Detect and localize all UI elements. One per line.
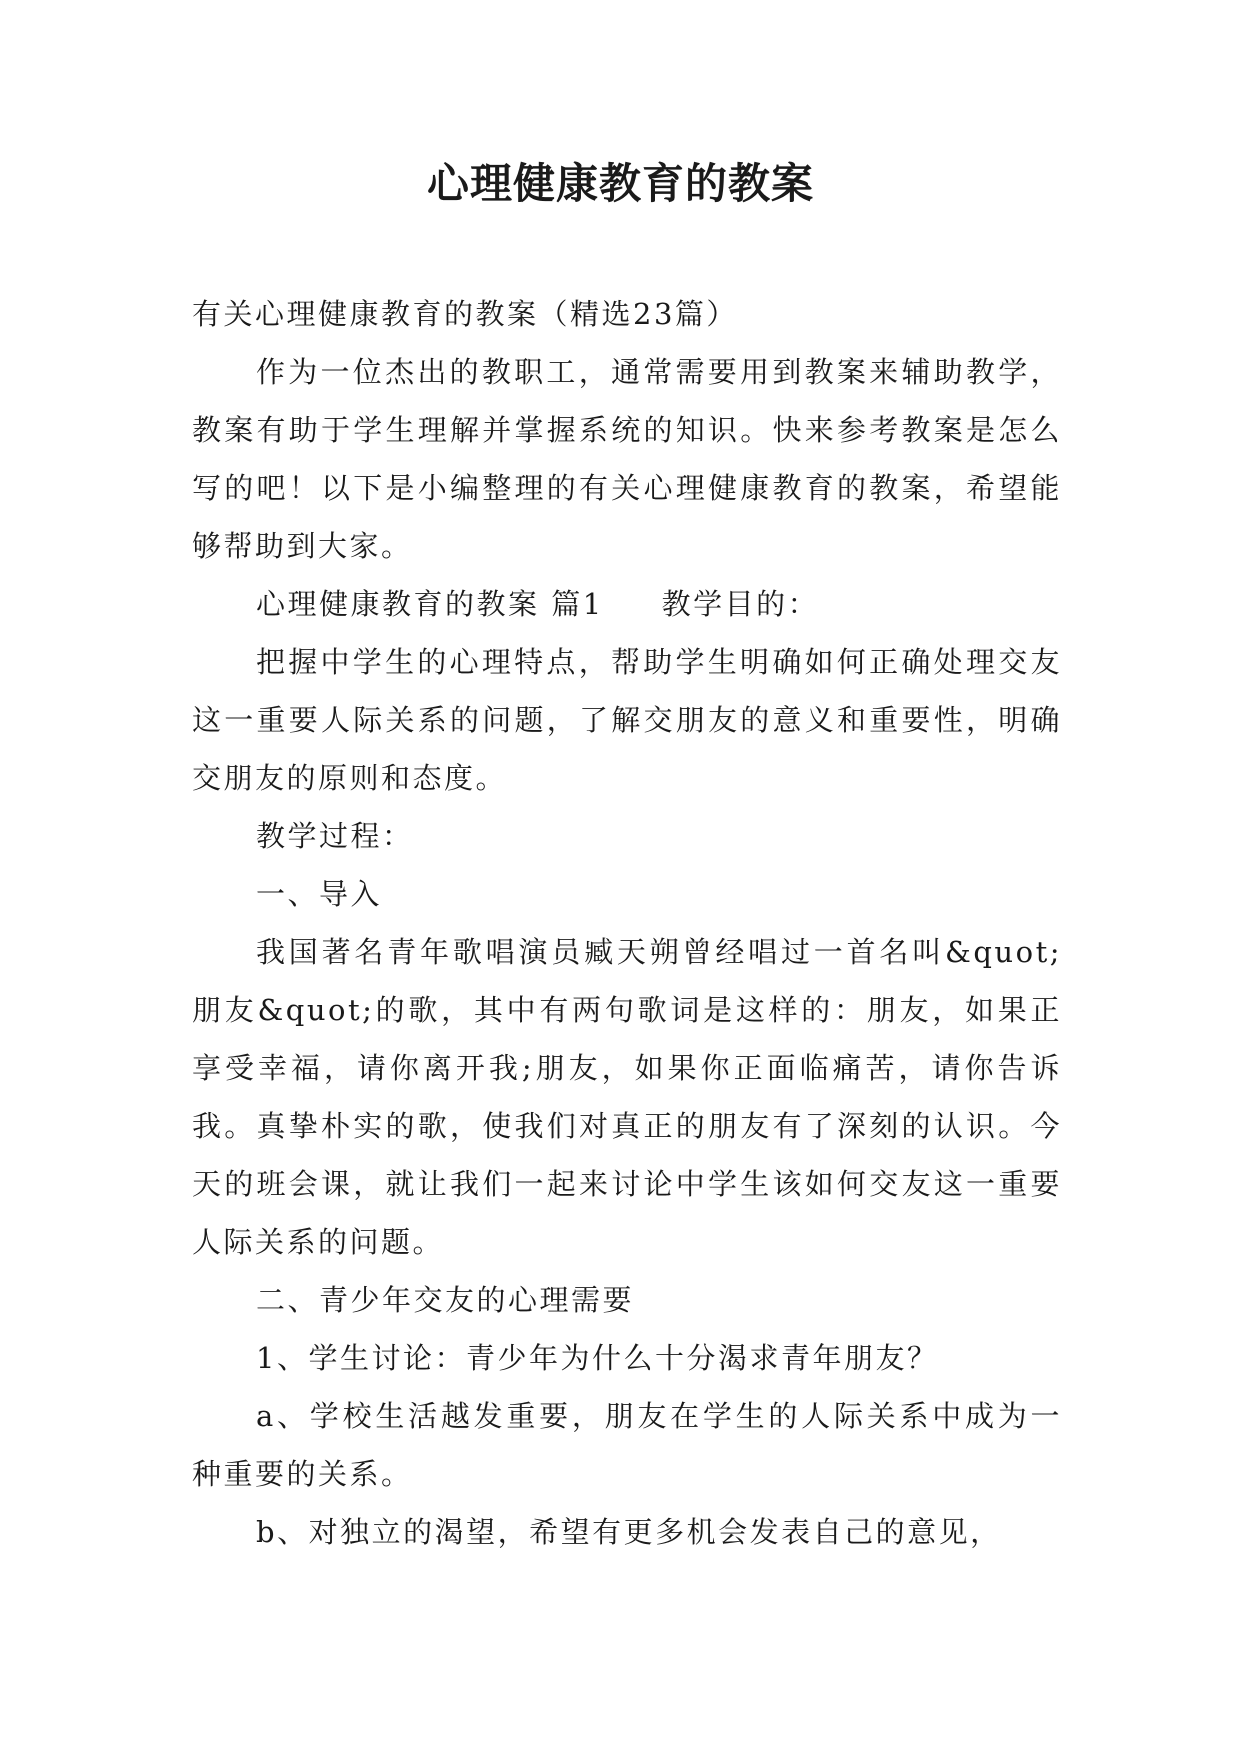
paragraph-discussion: 1、学生讨论：青少年为什么十分渴求青年朋友？ [256, 1341, 939, 1375]
paragraph-point-b: b、对独立的渴望，希望有更多机会发表自己的意见， [256, 1515, 1002, 1549]
document-title: 心理健康教育的教案 [426, 159, 814, 208]
section-title: 心理健康教育的教案 篇1 [256, 587, 604, 621]
paragraph-objective: 把握中学生的心理特点，帮助学生明确如何正确处理交友这一重要人际关系的问题，了解交朋友的意义和重要性，明确交朋友的原则和态度。 [192, 645, 1062, 795]
paragraph-process-heading: 教学过程： [256, 819, 414, 853]
document-body [192, 285, 1062, 1561]
paragraph-subtitle: 有关心理健康教育的教案（精选23篇） [192, 297, 738, 331]
section-trailing-label: 教学目的： [661, 587, 820, 621]
paragraph-step-one: 一、导入 [256, 877, 383, 911]
paragraph-introduction-story: 我国著名青年歌唱演员臧天朔曾经唱过一首名叫&quot;朋友&quot;的歌，其中有两句歌词是这样的：朋友，如果正享受幸福，请你离开我;朋友，如果你正面临痛苦，请你告诉我。真挚朴实的歌，使我们对真正的朋友有了深刻的认识。今天的班会课，就让我们一起来讨论中学生该如何交友这一重要人际关系的问题。 [192, 935, 1062, 1259]
paragraph-section-heading [192, 575, 1062, 633]
paragraph-step-two: 二、青少年交友的心理需要 [256, 1283, 635, 1317]
paragraph-point-a: a、学校生活越发重要，朋友在学生的人际关系中成为一种重要的关系。 [192, 1399, 1062, 1491]
paragraph-intro: 作为一位杰出的教职工，通常需要用到教案来辅助教学，教案有助于学生理解并掌握系统的知识。快来参考教案是怎么写的吧！以下是小编整理的有关心理健康教育的教案，希望能够帮助到大家。 [192, 355, 1062, 563]
